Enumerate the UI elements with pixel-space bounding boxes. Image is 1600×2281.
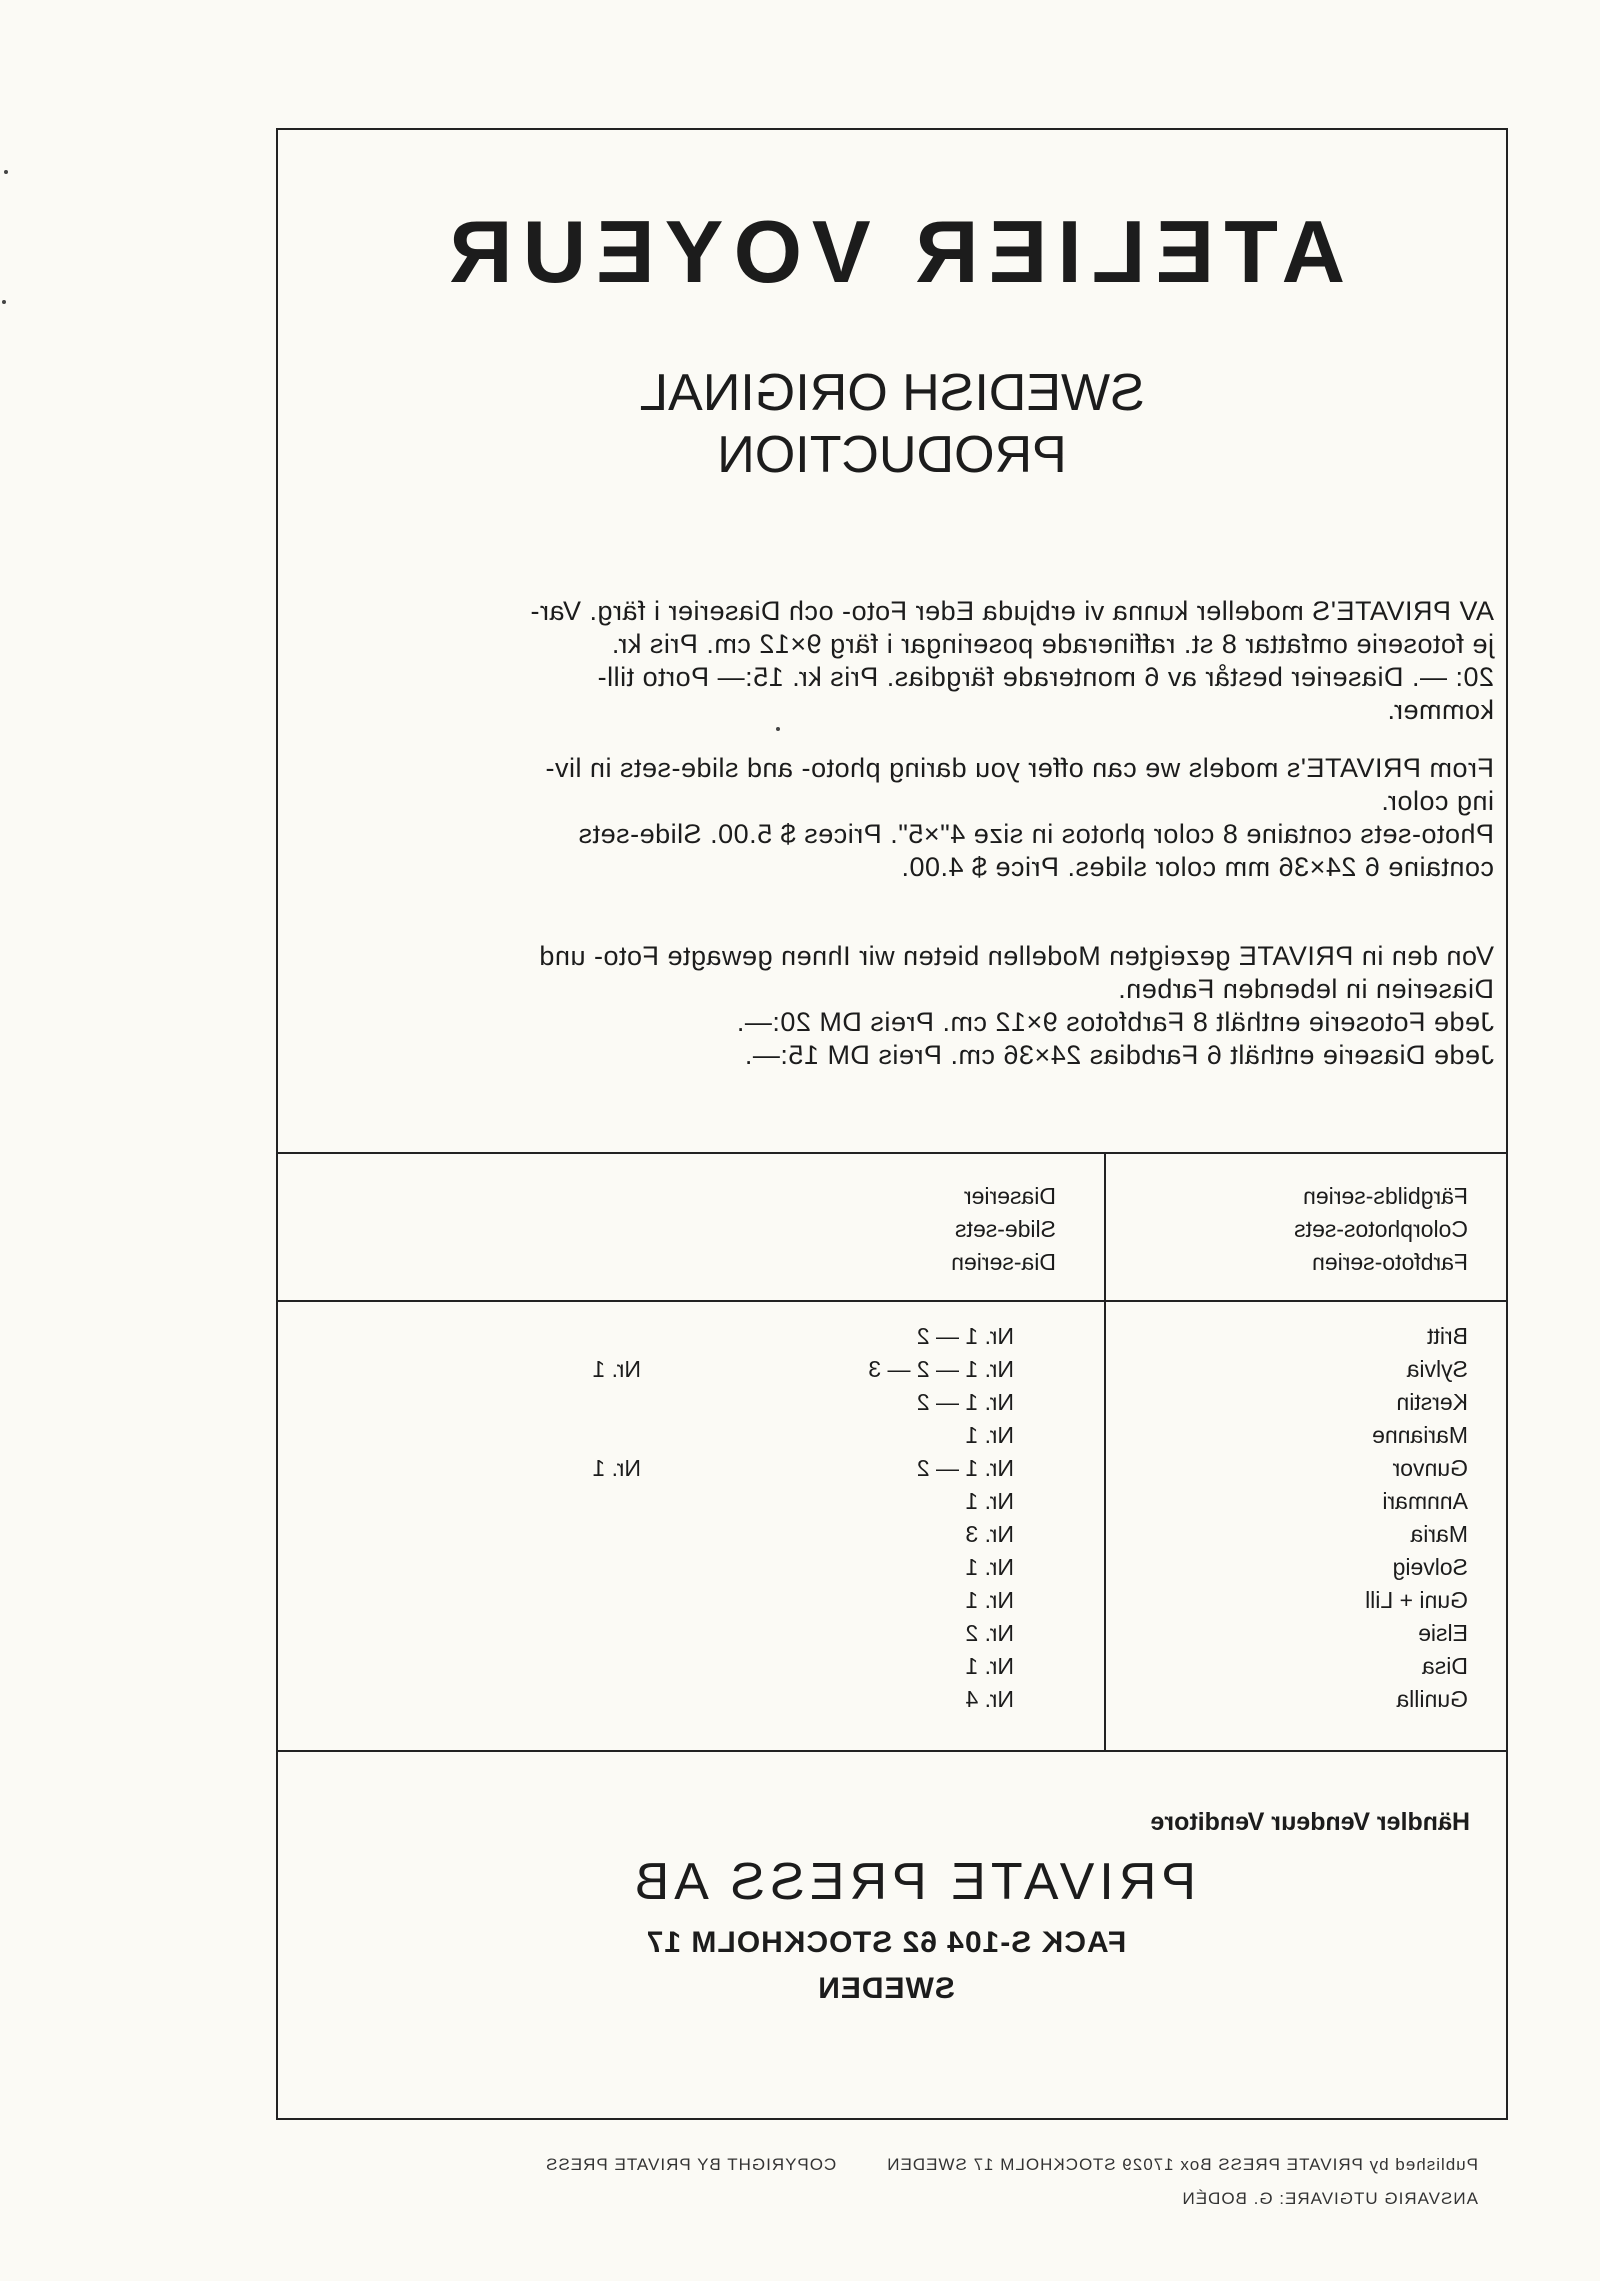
company-address: FACK S-104 62 STOCKHOLM 17 SWEDEN	[645, 1926, 1127, 2005]
photo-sets: Nr. 1	[965, 1653, 1014, 1679]
photo-series-header: Färgbilds-serien Colorphotos-sets Farbfoto-serien	[1294, 1183, 1468, 1275]
divider	[278, 1750, 1506, 1752]
photo-sets: Nr. 3	[965, 1521, 1014, 1547]
photo-sets: Nr. 1 — 2 — 3	[868, 1356, 1014, 1382]
photo-sets: Nr. 1	[965, 1554, 1014, 1580]
subtitle-line-2: PRODUCTION	[717, 426, 1067, 484]
responsible-publisher: ANSVARIG UTGIVARE: G. BODÉN	[1181, 2189, 1478, 2208]
english-paragraph: From PRIVATE's models we can offer you daring photo- and slide-sets in liv- ing color. Photo-sets containe 8 color photos in size 4"×5". Prices $ 5.00. Slide-sets containe 6 24×36 mm color slides. Price $ 4.00.	[544, 753, 1494, 882]
model-name: Disa	[1421, 1653, 1468, 1679]
table-row	[274, 1650, 1506, 1683]
table-row	[274, 1353, 1506, 1386]
photo-sets: Nr. 1 — 2	[916, 1323, 1014, 1349]
company-name: PRIVATE PRESS AB	[629, 1853, 1196, 1911]
table-row	[274, 1485, 1506, 1518]
german-paragraph: Von den in PRIVATE gezeigten Modellen bieten wir Ihnen gewagte Foto- und Diaserien in lebenden Farben. Jede Fotoserie enthält 8 Farbfotos 9×12 cm. Preis DM 20:—. Jede Diaserie enthält 6 Farbdias 24×36 cm. Preis DM 15:—.	[538, 941, 1494, 1070]
table-row	[274, 1386, 1506, 1419]
model-table	[274, 1320, 1506, 1716]
model-name: Kerstin	[1396, 1389, 1468, 1415]
page-title: ATELIER VOYEUR	[439, 202, 1346, 301]
ad-frame	[276, 128, 1508, 2120]
swedish-paragraph: AV PRIVATE'S modeller kunna vi erbjuda Eder Foto- och Diaserier i färg. Var- je fotoserie omfattar 8 st. raffinerade poseringar i färg 9×12 cm. Pris kr. 20: —. Diaserier består av 6 monterade färgdias. Pris kr. 15:— Porto till- kommer.	[529, 596, 1494, 725]
photo-sets: Nr. 1	[965, 1422, 1014, 1448]
model-name: Britt	[1427, 1323, 1468, 1349]
scan-speck	[4, 170, 8, 174]
subtitle-line-1: SWEDISH ORIGINAL	[639, 364, 1145, 422]
table-row	[274, 1617, 1506, 1650]
slide-sets: Nr. 1	[592, 1455, 641, 1481]
photo-sets: Nr. 1	[965, 1587, 1014, 1613]
slide-sets: Nr. 1	[592, 1356, 641, 1382]
photo-sets: Nr. 1 — 2	[916, 1389, 1014, 1415]
photo-sets: Nr. 1 — 2	[916, 1455, 1014, 1481]
table-row	[274, 1551, 1506, 1584]
model-name: Gunvor	[1392, 1455, 1468, 1481]
model-name: Annmari	[1382, 1488, 1468, 1514]
scan-speck	[2, 300, 6, 304]
model-name: Sylvia	[1406, 1356, 1468, 1382]
photo-sets: Nr. 2	[965, 1620, 1014, 1646]
model-name: Marianne	[1372, 1422, 1468, 1448]
model-name: Elsie	[1418, 1620, 1468, 1646]
table-row	[274, 1452, 1506, 1485]
subtitle	[278, 362, 1506, 486]
model-name: Maria	[1410, 1521, 1468, 1547]
dealer-label: Händler Vendeur Venditore	[1150, 1808, 1470, 1836]
publisher-footer	[545, 2148, 1478, 2216]
slide-series-header: Diaserier Slide-sets Dia-serien	[951, 1183, 1056, 1275]
table-row	[274, 1419, 1506, 1452]
photo-sets: Nr. 4	[965, 1686, 1014, 1712]
table-row	[274, 1320, 1506, 1353]
table-row	[274, 1518, 1506, 1551]
model-name: Solveig	[1392, 1554, 1468, 1580]
table-row	[274, 1683, 1506, 1716]
divider	[278, 1152, 1506, 1154]
model-name: Gunilla	[1396, 1686, 1468, 1712]
photo-sets: Nr. 1	[965, 1488, 1014, 1514]
divider	[278, 1300, 1506, 1302]
model-name: Guni + Lill	[1365, 1587, 1468, 1613]
table-row	[274, 1584, 1506, 1617]
published-by: Published by PRIVATE PRESS Box 17029 STOCKHOLM 17 SWEDEN	[886, 2155, 1478, 2174]
copyright: COPYRIGHT BY PRIVATE PRESS	[545, 2155, 837, 2174]
